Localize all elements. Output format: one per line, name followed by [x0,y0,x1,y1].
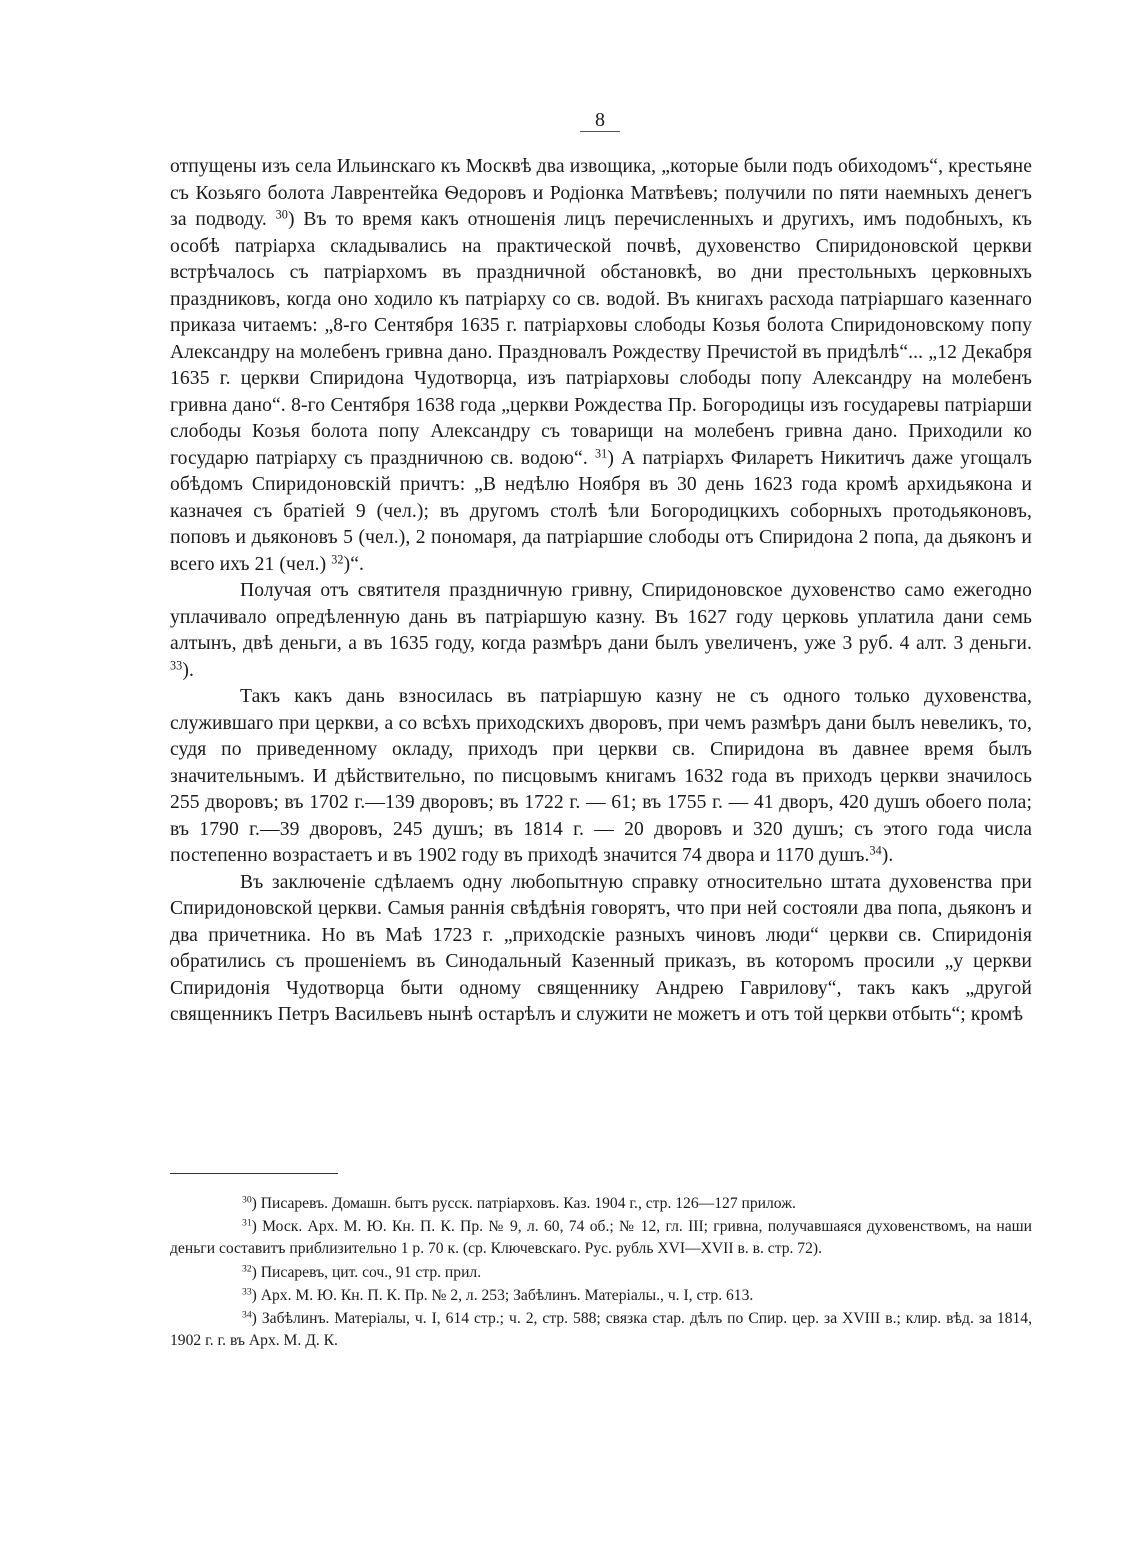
footnotes [170,1193,1032,1353]
paragraph-1 [170,154,1032,578]
footnote-number: 33 [242,1286,252,1298]
paragraph-text: ) А патріархъ Филаретъ Никитичъ даже угощалъ обѣдомъ Спиридоновскій причтъ: „В недѣлю Ноября въ 30 день 1623 года кромѣ архидьякона и казначея съ братіей 9 (чел.); въ другомъ столѣ ѣли Богородицкихъ соборныхъ протодьяконовъ, поповъ и дьяконовъ 5 (чел.), 2 пономаря, да патріаршие слободы отъ Спиридона 2 попа, да дьяконъ и всего ихъ 21 (чел.) [170,447,1032,575]
footnote-text: ) Писаревъ. Домашн. бытъ русск. патріарховъ. Каз. 1904 г., стр. 126—127 прилож. [251,1195,796,1212]
paragraph-text: отпущены изъ села Ильинскаго къ Москвѣ два извощика, „которые были подъ обиходомъ“, крестьяне съ Козьяго болота Лаврентейка Ѳедоровъ и Родіонка Матвѣевъ; получили по пяти наемныхъ денегъ за подводу. [170,156,1032,230]
footnote-ref-31: 31 [594,445,608,460]
footnote-30 [170,1193,1032,1215]
paragraph-text: ) Въ то время какъ отношенія лицъ перечисленныхъ и другихъ, имъ подобныхъ, къ особѣ патріарха складывались на практической почвѣ, духовенство Спиридоновской церкви встрѣчалось съ патріархомъ въ праздничной обстановкѣ, во дни престольныхъ церковныхъ праздниковъ, когда оно ходило къ патріарху со св. водой. Въ книгахъ расхода патріаршаго казеннаго приказа читаемъ: „8-го Сентября 1635 г. патріарховы слободы Козья болота Спиридоновскому попу Александру на молебенъ гривна дано. Праздновалъ Рождеству Пречистой въ придѣлѣ“... „12 Декабря 1635 г. церкви Спиридона Чудотворца, изъ патріарховы слободы попу Александру на молебенъ гривна дано“. 8-го Сентября 1638 года „церкви Рождества Пр. Богородицы изъ государевы патріарши слободы Козья болота попу Александру съ товарищи на молебенъ гривна дано. Приходили ко государю патріарху съ праздничною св. водою“. [170,209,1032,469]
paragraph-text: Такъ какъ дань взносилась въ патріаршую казну не съ одного только духовенства, служившаго при церкви, а со всѣхъ приходскихъ дворовъ, при чемъ размѣръ дани былъ невеликъ, то, судя по приведенному окладу, приходъ при церкви св. Спиридона въ давнее время былъ значительнымъ. И дѣйствительно, по писцовымъ книгамъ 1632 года въ приходъ церкви значилось 255 дворовъ; въ 1702 г.—139 дворовъ; въ 1722 г. — 61; въ 1755 г. — 41 дворъ, 420 душъ обоего пола; въ 1790 г.—39 дворовъ, 245 душъ; въ 1814 г. — 20 дворовъ и 320 душъ; съ этого года числа постепенно возрастаетъ и въ 1902 году въ приходѣ значится 74 двора и 1170 душъ. [170,686,1032,866]
footnote-ref-34: 34 [869,843,882,858]
main-text [170,154,1032,1029]
footnote-text: ) Забѣлинъ. Матеріалы, ч. I, 614 стр.; ч. 2, стр. 588; связка стар. дѣлъ по Спир. цер. за XVIII в.; клир. вѣд. за 1814, 1902 г. г. въ Арх. М. Д. К. [170,1310,1032,1350]
paragraph-text: Въ заключеніе сдѣлаемъ одну любопытную справку относительно штата духовенства при Спиридоновской церкви. Самыя раннія свѣдѣнія говорятъ, что при ней состояли два попа, дьяконъ и два причетника. Но въ Маѣ 1723 г. „приходскіе разныхъ чиновъ люди“ церкви св. Спиридонія обратились съ прошеніемъ въ Синодальный Казенный приказъ, въ которомъ просили „у церкви Спиридонія Чудотворца быти одному священнику Андрею Гаврилову“, такъ какъ „другой священникъ Петръ Васильевъ нынѣ остарѣлъ и служити не можетъ и отъ той церкви отбыть“; кромѣ [170,871,1032,1025]
footnote-number: 30 [242,1194,252,1206]
footnote-ref-33: 33 [170,657,183,672]
footnote-number: 31 [242,1217,252,1229]
footnote-34 [170,1308,1032,1352]
footnote-ref-30: 30 [275,207,288,222]
page-number: 8 [595,109,605,131]
paragraph-2 [170,578,1032,684]
footnote-ref-32: 32 [331,551,344,566]
paragraph-text: ). [182,659,194,681]
paragraph-text: )“. [343,553,365,575]
paragraph-4 [170,870,1032,1029]
paragraph-3 [170,684,1032,870]
footnote-33 [170,1285,1032,1307]
footnote-text: ) Писаревъ, цит. соч., 91 стр. прил. [251,1263,482,1281]
footnote-text: ) Моск. Арх. М. Ю. Кн. П. К. Пр. № 9, л. 60, 74 об.; № 12, гл. III; гривна, получавшаяся духовенствомъ, на наши деньги составитъ приблизительно 1 р. 70 к. (ср. Ключевскаго. Рус. рубль XVI—XVII в. в. стр. 72). [170,1218,1032,1258]
footnote-separator [170,1173,338,1174]
footnote-number: 34 [242,1309,252,1321]
paragraph-text: ). [881,845,894,866]
footnote-text: ) Арх. М. Ю. Кн. П. К. Пр. № 2, л. 253; Забѣлинъ. Матеріалы., ч. I, стр. 613. [251,1286,754,1304]
footnote-31 [170,1216,1032,1260]
footnote-32 [170,1262,1032,1284]
page-number-rule [580,131,620,132]
footnote-number: 32 [242,1263,252,1275]
paragraph-text: Получая отъ святителя праздничную гривну, Спиридоновское духовенство само ежегодно уплачивало опредѣленную дань въ патріаршую казну. Въ 1627 году церковь уплатила дани семь алтынъ, двѣ деньги, а въ 1635 году, когда размѣръ дани былъ увеличенъ, уже 3 руб. 4 алт. 3 деньги. [170,580,1032,654]
